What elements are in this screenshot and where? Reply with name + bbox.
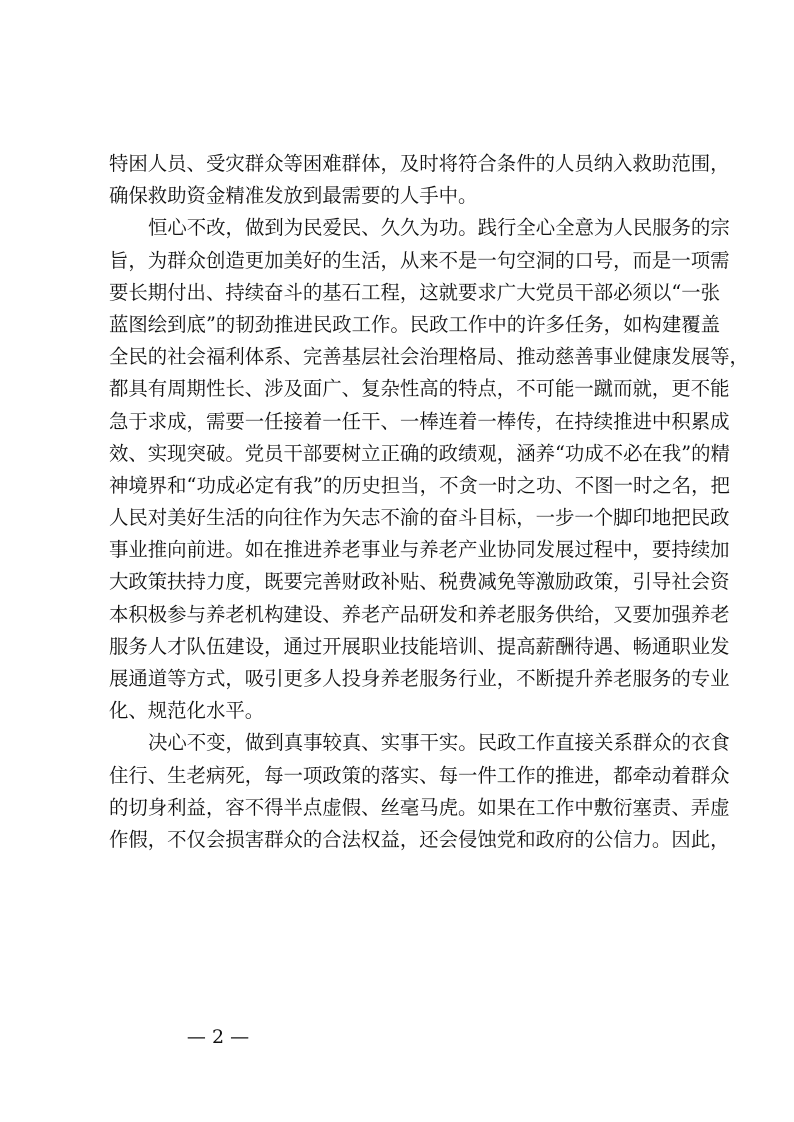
text-line: 特困人员、受灾群众等困难群体，及时将符合条件的人员纳入救助范围，: [109, 152, 730, 175]
text-line: 服务人才队伍建设，通过开展职业技能培训、提高薪酬待遇、畅通职业发: [109, 634, 730, 658]
page-number: — 2 —: [186, 1026, 250, 1048]
text-line: 效、实现突破。党员干部要树立正确的政绩观，涵养“功成不必在我”的精: [109, 441, 730, 465]
text-line: 蓝图绘到底”的韧劲推进民政工作。民政工作中的许多任务，如构建覆盖: [109, 312, 721, 336]
text-line: 旨，为群众创造更加美好的生活，从来不是一句空洞的口号，而是一项需: [109, 248, 730, 272]
text-line: 本积极参与养老机构建设、养老产品研发和养老服务供给，又要加强养老: [109, 602, 730, 626]
body-text: [109, 148, 749, 856]
text-line: 人民对美好生活的向往作为矢志不渝的奋斗目标，一步一个脚印地把民政: [109, 506, 730, 530]
text-line: 住行、生老病死，每一项政策的落实、每一件工作的推进，都牵动着群众: [109, 763, 730, 787]
text-line: 展通道等方式，吸引更多人投身养老服务行业，不断提升养老服务的专业: [109, 667, 730, 690]
text-line: 急于求成，需要一任接着一任干、一棒连着一棒传，在持续推进中积累成: [109, 409, 730, 433]
text-line: 神境界和“功成必定有我”的历史担当，不贪一时之功、不图一时之名，把: [109, 473, 730, 497]
text-line: 全民的社会福利体系、完善基层社会治理格局、推动慈善事业健康发展等，: [109, 345, 749, 369]
text-line: 都具有周期性长、涉及面广、复杂性高的特点，不可能一蹴而就，更不能: [109, 377, 730, 401]
text-line: 大政策扶持力度，既要完善财政补贴、税费减免等激励政策，引导社会资: [109, 570, 730, 594]
text-line: 化、规范化水平。: [109, 699, 265, 723]
text-line: 确保救助资金精准发放到最需要的人手中。: [109, 184, 478, 208]
text-line: 决心不变，做到真事较真、实事干实。民政工作直接关系群众的衣食: [148, 731, 730, 755]
text-line: 事业推向前进。如在推进养老事业与养老产业协同发展过程中，要持续加: [109, 538, 730, 562]
text-line: 要长期付出、持续奋斗的基石工程，这就要求广大党员干部必须以“一张: [109, 280, 721, 304]
text-line: 的切身利益，容不得半点虚假、丝毫马虎。如果在工作中敷衍塞责、弄虚: [109, 795, 730, 819]
text-line: 恒心不改，做到为民爱民、久久为功。践行全心全意为人民服务的宗: [148, 216, 730, 240]
text-line: 作假，不仅会损害群众的合法权益，还会侵蚀党和政府的公信力。因此，: [109, 827, 730, 851]
